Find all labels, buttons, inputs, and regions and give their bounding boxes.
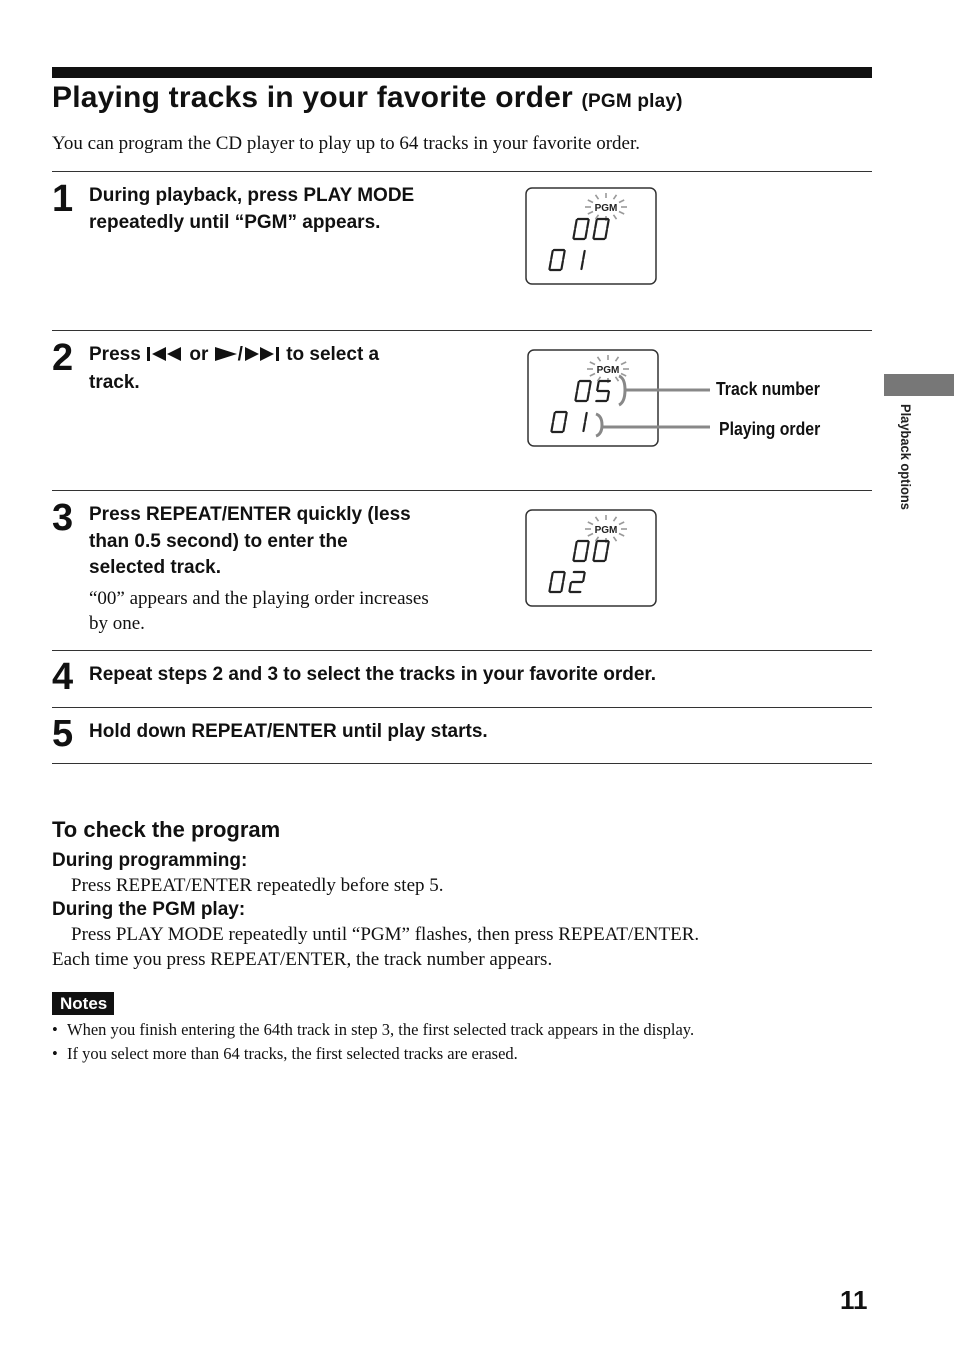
step-3-note-line-1: “00” appears and the playing order increases <box>89 588 429 609</box>
step-2-text <box>89 342 379 396</box>
step-3-text <box>89 502 411 582</box>
step-2-press: Press <box>89 344 141 365</box>
step-4-number: 4 <box>52 656 74 698</box>
note-item: • When you finish entering the 64th track in step 3, the first selected track appears in the display. <box>52 1020 695 1039</box>
divider <box>52 330 872 331</box>
step-1-line-1: During playback, press PLAY MODE <box>89 185 415 206</box>
side-tab-label: Playback options <box>898 404 914 510</box>
check-program-heading: To check the program <box>52 817 281 842</box>
during-pgm-play-label: During the PGM play: <box>52 899 246 920</box>
notes-badge: Notes <box>52 992 114 1015</box>
step-5-text: Hold down REPEAT/ENTER until play starts. <box>89 721 488 742</box>
during-programming-text: Press REPEAT/ENTER repeatedly before step 5. <box>71 875 444 896</box>
step-2-line-2: track. <box>89 371 140 393</box>
play-icon <box>214 343 238 370</box>
step-2-or: or <box>189 344 209 365</box>
callout-lines <box>595 372 715 442</box>
page-number: 11 <box>840 1285 868 1315</box>
lcd-display-step-1 <box>525 187 658 287</box>
step-2-line-1: Press or / to select a <box>89 342 379 370</box>
step-3-line-2: than 0.5 second) to enter the <box>89 530 348 552</box>
notes-list <box>52 1018 694 1065</box>
divider <box>52 707 872 708</box>
pgm-indicator: PGM <box>596 365 620 376</box>
lcd-display-step-3 <box>525 509 658 609</box>
side-tab-marker <box>884 374 954 396</box>
next-track-icon <box>243 343 281 370</box>
step-1-number: 1 <box>52 178 74 220</box>
callout-playing-order: Playing order <box>719 419 821 439</box>
during-pgm-play-text: Press PLAY MODE repeatedly until “PGM” flashes, then press REPEAT/ENTER. <box>71 924 700 945</box>
step-1-line-2: repeatedly until “PGM” appears. <box>89 211 381 233</box>
divider <box>52 763 872 764</box>
pgm-indicator: PGM <box>594 203 618 214</box>
title-bar <box>52 67 872 78</box>
pgm-indicator: PGM <box>594 525 618 536</box>
title-main: Playing tracks in your favorite order <box>52 81 573 114</box>
step-3-line-3: selected track. <box>89 557 222 578</box>
note-item: • If you select more than 64 tracks, the first selected tracks are erased. <box>52 1043 518 1063</box>
step-3-note <box>89 586 429 636</box>
title-sub: (PGM play) <box>581 91 683 112</box>
step-3-note-line-2: by one. <box>89 613 145 634</box>
step-4-text: Repeat steps 2 and 3 to select the tracks in your favorite order. <box>89 664 657 685</box>
callout-track-number: Track number <box>716 379 820 399</box>
step-3-line-1: Press REPEAT/ENTER quickly (less <box>89 504 411 525</box>
previous-track-icon <box>146 343 184 370</box>
intro-text: You can program the CD player to play up to 64 tracks in your favorite order. <box>52 133 640 154</box>
during-pgm-play-text-2: Each time you press REPEAT/ENTER, the track number appears. <box>52 949 553 970</box>
divider <box>52 171 872 172</box>
during-programming-label: During programming: <box>52 850 248 871</box>
step-2-number: 2 <box>52 337 74 379</box>
page-title <box>52 80 683 120</box>
step-3-number: 3 <box>52 497 74 539</box>
divider <box>52 650 872 651</box>
step-2-select: to select a <box>286 344 380 365</box>
step-5-number: 5 <box>52 713 74 755</box>
step-1-text <box>89 183 414 236</box>
divider <box>52 490 872 491</box>
